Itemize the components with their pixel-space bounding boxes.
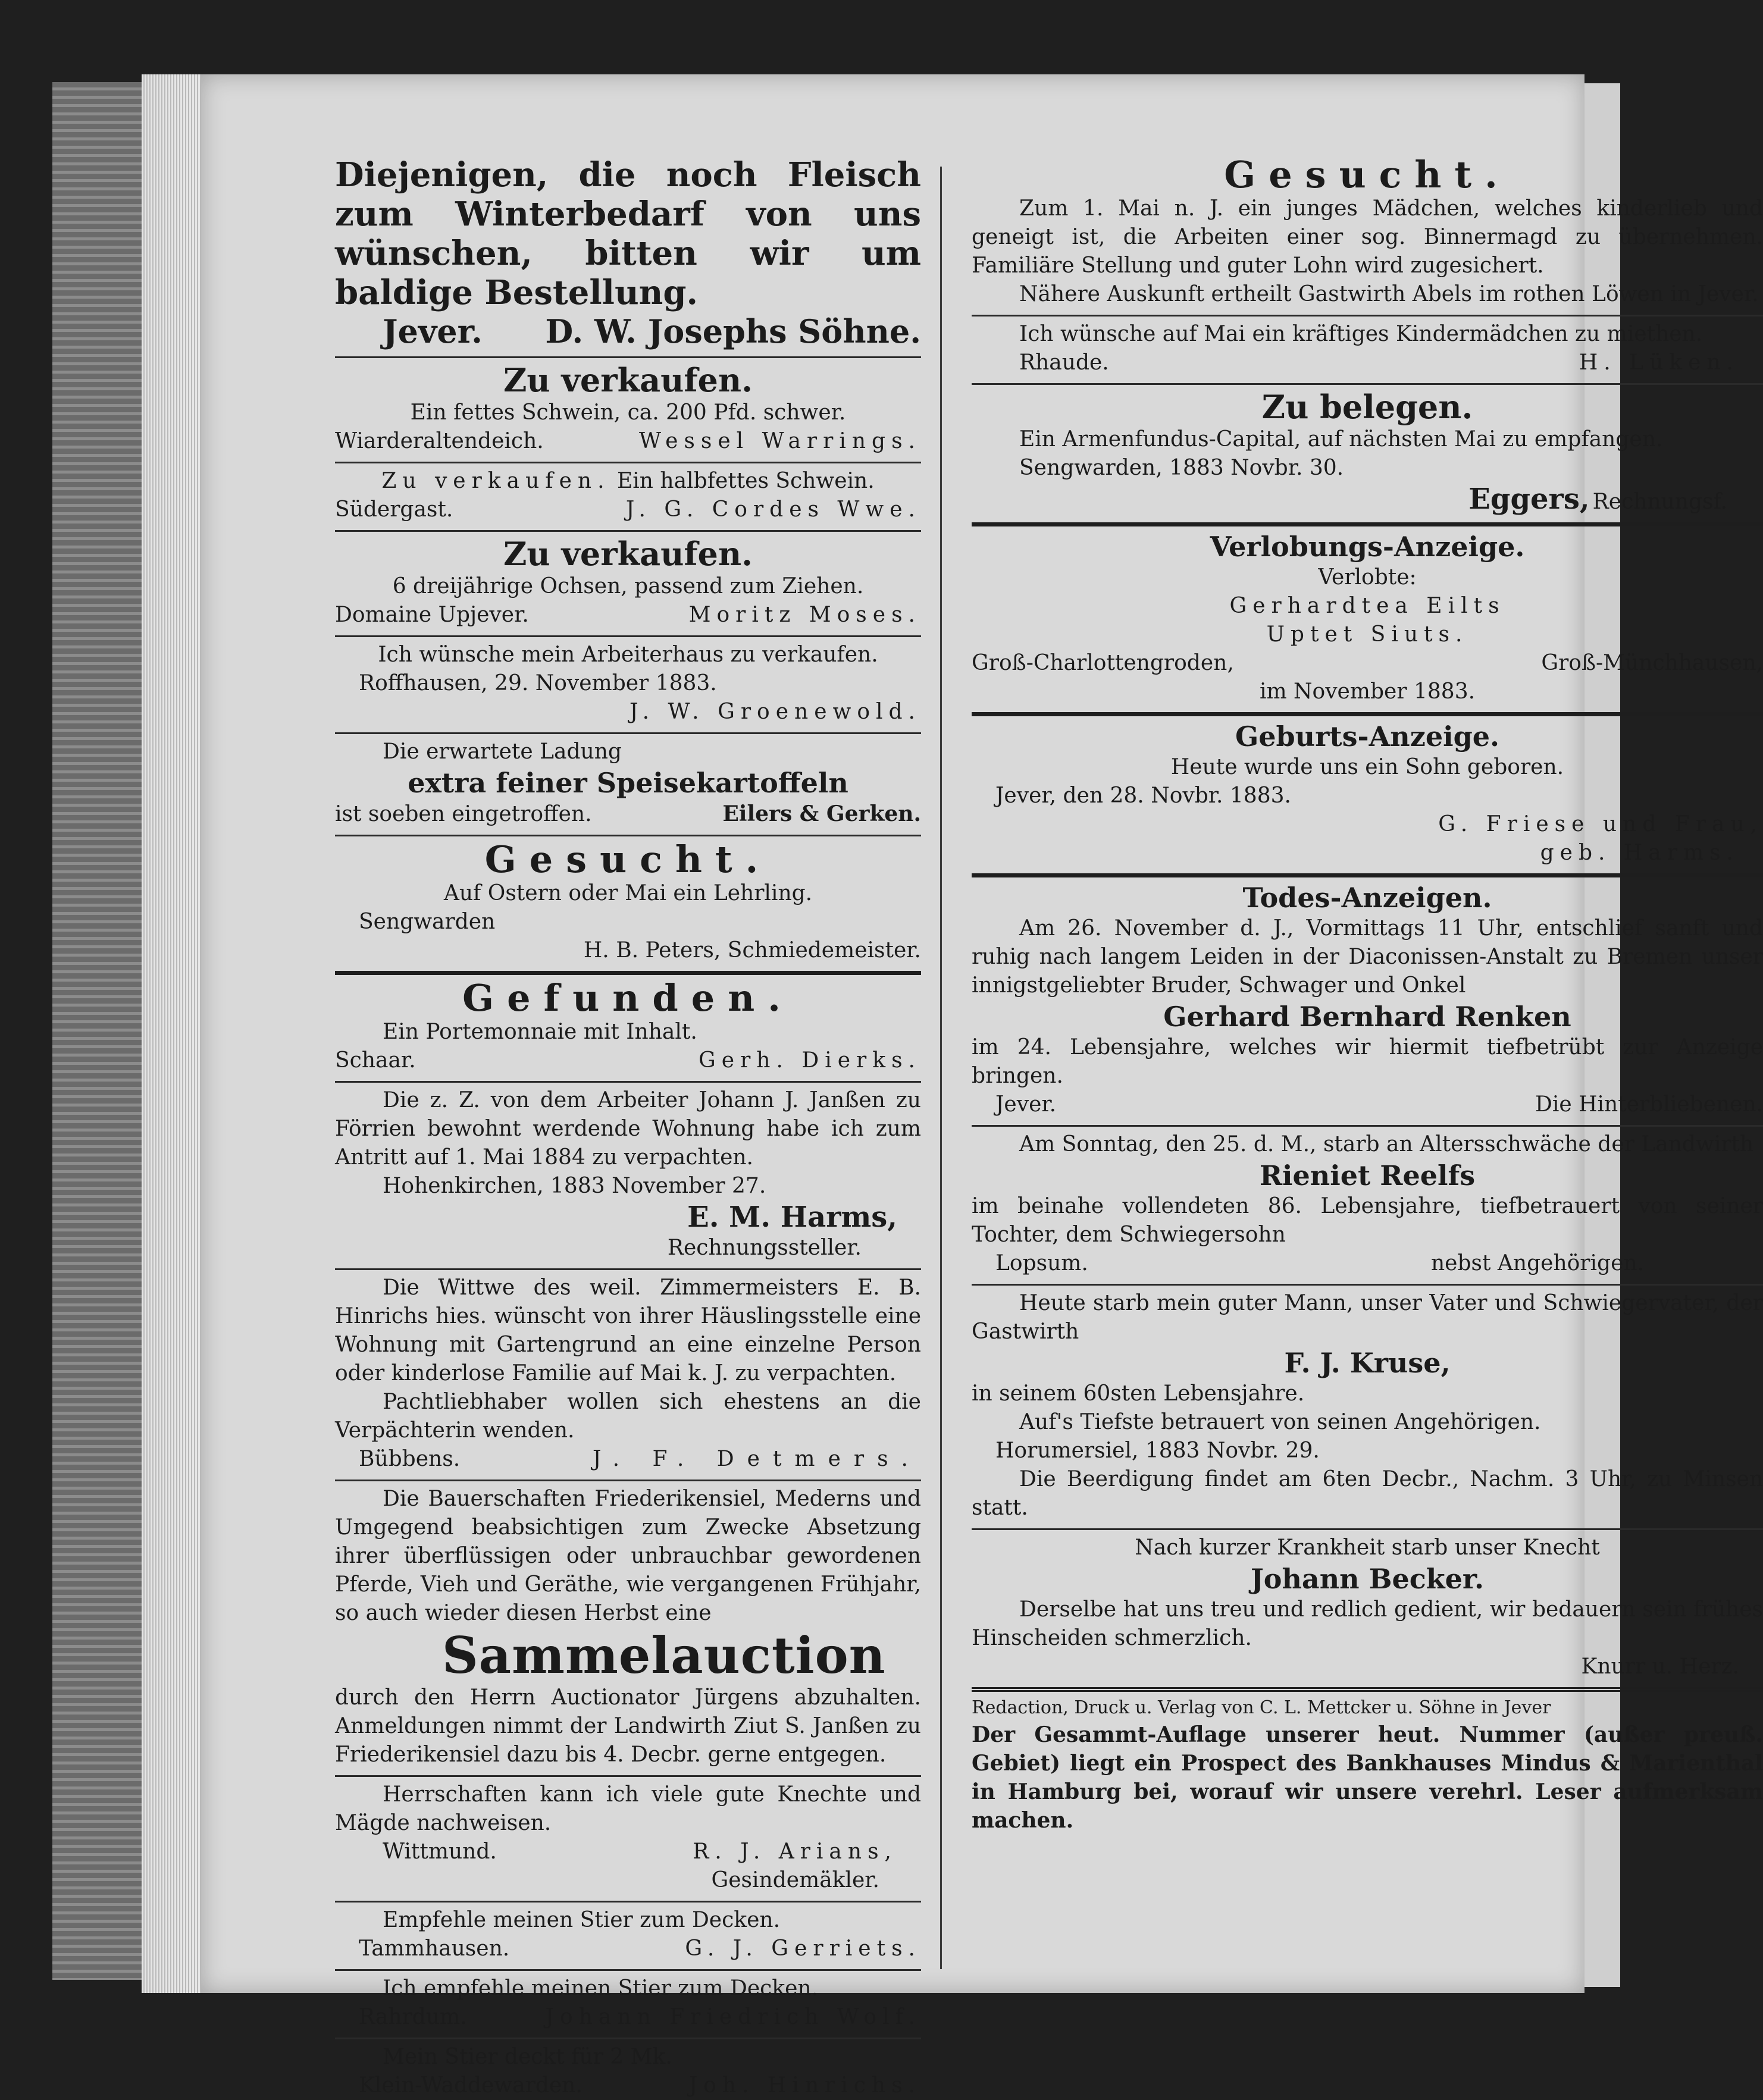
- ad-text: Diejenigen, die noch Fleisch zum Winterbedarf von uns wünschen, bitten wir um baldige Bestellung.: [335, 155, 921, 312]
- ad-text-2: im 24. Lebensjahre, welches wir hiermit tiefbetrübt zur Anzeige bringen.: [972, 1035, 1763, 1088]
- book-binding: [52, 82, 145, 1980]
- ad-text: Die Bauerschaften Friederikensiel, Mederns und Umgegend beabsichtigen zum Zwecke Absetzung ihrer überflüssigen oder unbrauchbar gewordenen Pferde, Vieh und Geräthe, wie vergangenen Frühjahr, so auch wieder diesen Herbst eine: [335, 1487, 921, 1625]
- ad-signature: H. Lüken.: [1579, 350, 1739, 375]
- ad-place: Bübbens.: [359, 1447, 461, 1471]
- ad-text: Mein Stier deckt für 2 Mk.: [383, 2045, 672, 2069]
- ad-signature: R. J. Arians,: [693, 1839, 897, 1864]
- ad-signature: D. W. Josephs Söhne.: [545, 312, 921, 350]
- ad-place: Tammhausen.: [359, 1936, 510, 1961]
- ad-sammelauction: [335, 1481, 921, 1777]
- ad-text: Heute wurde uns ein Sohn geboren.: [1170, 755, 1564, 779]
- ad-date: Sengwarden, 1883 Novbr. 30.: [1019, 456, 1344, 480]
- imprint: Redaction, Druck u. Verlag von C. L. Mettcker u. Söhne in Jever: [972, 1697, 1551, 1718]
- ad-signature: nebst Angehörigen.: [1430, 1251, 1644, 1275]
- ad-text: Am 26. November d. J., Vormittags 11 Uhr, entschlief sanft und ruhig nach langem Leiden in der Diaconissen-Anstalt zu Bremen unser innigstgeliebter Bruder, Schwager und Onkel: [972, 916, 1763, 998]
- ad-name-1: Gerhardtea Eilts: [1229, 594, 1505, 618]
- ad-becker: [972, 1530, 1763, 1692]
- ad-heading: Geburts-Anzeige.: [1235, 720, 1500, 753]
- ad-signature: G. J. Gerriets.: [685, 1936, 921, 1961]
- ad-title: Rechnungssteller.: [667, 1236, 862, 1260]
- ad-heading: Verlobungs-Anzeige.: [1210, 531, 1525, 563]
- ad-schwein-2: [335, 463, 921, 532]
- ad-signature: Eggers,: [1468, 482, 1590, 516]
- ad-signature: E. M. Harms,: [687, 1201, 897, 1234]
- ad-stier-1: [335, 1902, 921, 1971]
- ad-text: Ein Portemonnaie mit Inhalt.: [383, 1020, 697, 1044]
- ad-maedchen: [972, 152, 1763, 316]
- ad-date: Jever, den 28. Novbr. 1883.: [995, 783, 1291, 808]
- ad-text: Ein Armenfundus-Capital, auf nächsten Mai zu empfangen.: [1019, 427, 1663, 452]
- ad-text: Ich wünsche mein Arbeiterhaus zu verkaufen.: [378, 642, 878, 667]
- ad-ochsen: [335, 532, 921, 637]
- ad-kindermaedchen: [972, 316, 1763, 385]
- ad-place: Domaine Upjever.: [335, 603, 529, 627]
- ad-text: Herrschaften kann ich viele gute Knechte und Mägde nachweisen.: [335, 1782, 921, 1835]
- ad-signature: Johann Friedrich Wolf.: [545, 2005, 921, 2029]
- ad-lehrling: [335, 836, 921, 975]
- ad-place: Rhaude.: [1019, 350, 1109, 375]
- ad-place: Wiarderaltendeich.: [335, 429, 544, 453]
- page-edges: [142, 74, 201, 1993]
- ad-place: Sengwarden: [359, 910, 496, 934]
- ad-signature-1: G. Friese und Frau,: [1438, 812, 1763, 836]
- ad-text-2: Derselbe hat uns treu und redlich gedient, wir bedauern sein frühes Hinscheiden schmerzlich.: [972, 1597, 1763, 1650]
- ad-place: Jever.: [383, 312, 483, 350]
- ad-place: Südergast.: [335, 497, 453, 522]
- ad-date: Horumersiel, 1883 Novbr. 29.: [995, 1438, 1320, 1463]
- ad-text-2: Pachtliebhaber wollen sich ehestens an die Verpächterin wenden.: [335, 1390, 921, 1443]
- ad-signature: J. F. Detmers.: [593, 1447, 921, 1471]
- ad-heading: extra feiner Speisekartoffeln: [408, 767, 848, 799]
- ad-text: Zum 1. Mai n. J. ein junges Mädchen, welches kinderlieb und geneigt ist, die Arbeiten einer sog. Binnermagd zu übernehmen. Familiäre Stellung und guter Lohn wird zugesichert.: [972, 196, 1763, 278]
- ad-place: Schaar.: [335, 1048, 416, 1073]
- ad-knechte: [335, 1777, 921, 1902]
- ad-place: Jever.: [995, 1092, 1057, 1117]
- ad-text: Die erwartete Ladung: [383, 739, 622, 764]
- ad-kruse: [972, 1286, 1763, 1530]
- ad-name-2: Uptet Siuts.: [1266, 622, 1468, 647]
- ad-signature: Moritz Moses.: [688, 603, 921, 627]
- ad-fleisch: [335, 152, 921, 358]
- ad-belegen: [972, 385, 1763, 526]
- right-column: [972, 152, 1763, 1835]
- footer: [972, 1692, 1763, 1835]
- ad-place: Klein-Waddewarden.: [359, 2073, 583, 2098]
- ad-text: Nach kurzer Krankheit starb unser Knecht: [1135, 1535, 1600, 1560]
- ad-text-2: Nähere Auskunft ertheilt Gastwirth Abels im rothen Löwen in Jever.: [1019, 282, 1759, 306]
- ad-date: Roffhausen, 29. November 1883.: [359, 671, 717, 695]
- ad-signature: J. G. Cordes Wwe.: [625, 497, 921, 522]
- ad-text: Ein halbfettes Schwein.: [616, 469, 875, 493]
- ad-place: Lopsum.: [995, 1251, 1088, 1275]
- ad-title: Rechnungsf.: [1592, 490, 1727, 514]
- ad-gefunden: [335, 975, 921, 1083]
- ad-place-1: Groß-Charlottengroden,: [972, 651, 1234, 675]
- ad-signature: Eilers & Gerken.: [722, 801, 921, 826]
- newspaper-page: [201, 74, 1763, 2098]
- ad-signature: Wessel Warrings.: [639, 429, 921, 453]
- ad-signature: Die Hinterbliebenen.: [1535, 1092, 1763, 1117]
- ad-place-2: Groß-Münchhausen,: [1541, 651, 1763, 675]
- ad-text: Ich wünsche auf Mai ein kräftiges Kindermädchen zu miethen.: [1019, 322, 1703, 346]
- ad-date: Hohenkirchen, 1883 November 27.: [383, 1174, 766, 1198]
- supplement-note: Der Gesammt-Auflage unserer heut. Nummer (außer preuß. Gebiet) liegt ein Prospect des Bankhauses Mindus & Marienthal in Hamburg bei, worauf wir unsere verehrl. Leser aufmerksam machen.: [972, 1722, 1763, 1833]
- ad-signature-2: geb. Harms.: [1540, 841, 1739, 865]
- ad-name: Gerhard Bernhard Renken: [1163, 1001, 1571, 1033]
- ad-text: Die Wittwe des weil. Zimmermeisters E. B. Hinrichs hies. wünscht von ihrer Häuslingsstelle eine Wohnung mit Gartengrund an eine einzelne Person oder kinderlose Familie auf Mai k. J. zu verpachten.: [335, 1275, 921, 1386]
- ad-text-2: ist soeben eingetroffen.: [335, 802, 592, 826]
- ad-text: Die z. Z. von dem Arbeiter Johann J. Janßen zu Förrien bewohnt werdende Wohnung habe ich zum Antritt auf 1. Mai 1884 zu verpachten.: [335, 1088, 921, 1170]
- ad-heading: Gesucht.: [1224, 153, 1511, 196]
- ad-verlobung: [972, 526, 1763, 716]
- ad-geburt: [972, 716, 1763, 877]
- ad-heading: Zu verkaufen.: [503, 535, 753, 573]
- ad-signature: H. B. Peters, Schmiedemeister.: [583, 938, 921, 963]
- ad-signature: Knurr u. Herz.: [1581, 1654, 1739, 1679]
- ad-todes: [972, 877, 1763, 1127]
- ad-name: F. J. Kruse,: [1284, 1347, 1451, 1379]
- ad-signature: Joh. Hinrichs.: [688, 2073, 921, 2098]
- ad-name: Johann Becker.: [1251, 1563, 1484, 1595]
- ad-stier-2: [335, 1971, 921, 2039]
- ad-heading: Zu verkaufen.: [503, 361, 753, 399]
- ad-signature: Gerh. Dierks.: [699, 1048, 921, 1073]
- ad-place: Wittmund.: [383, 1839, 497, 1864]
- ad-text: Ich empfehle meinen Stier zum Decken.: [383, 1976, 819, 2001]
- ad-title: Gesindemäkler.: [711, 1868, 879, 1892]
- ad-text: Empfehle meinen Stier zum Decken.: [383, 1908, 781, 1932]
- ad-text-2: im beinahe vollendeten 86. Lebensjahre, tiefbetrauert von seiner Tochter, dem Schwiegersohn: [972, 1194, 1763, 1247]
- ad-date: im November 1883.: [1259, 679, 1476, 704]
- ad-wohnung: [335, 1083, 921, 1270]
- ad-text-4: Die Beerdigung findet am 6ten Decbr., Nachm. 3 Uhr, zu Minsen statt.: [972, 1467, 1763, 1520]
- ad-text-2: in seinem 60sten Lebensjahre.: [972, 1381, 1305, 1406]
- ad-schwein-1: [335, 358, 921, 463]
- ad-heading: Sammelauction: [442, 1626, 886, 1685]
- ad-stier-3: [335, 2039, 921, 2100]
- ad-arbeiterhaus: [335, 637, 921, 734]
- ad-text: Heute starb mein guter Mann, unser Vater und Schwiegervater, der Gastwirth: [972, 1291, 1763, 1344]
- ad-label: Verlobte:: [1318, 565, 1417, 590]
- ad-signature: J. W. Groenewold.: [629, 700, 921, 724]
- ad-text: Auf Ostern oder Mai ein Lehrling.: [443, 881, 813, 905]
- ad-name: Rieniet Reelfs: [1259, 1159, 1476, 1192]
- ad-text-2: durch den Herrn Auctionator Jürgens abzuhalten. Anmeldungen nimmt der Landwirth Ziut S. Janßen zu Friederikensiel dazu bis 4. Decbr. gerne entgegen.: [335, 1685, 921, 1767]
- ad-label: Zu verkaufen.: [381, 469, 610, 493]
- ad-text: Am Sonntag, den 25. d. M., starb an Altersschwäche der Landwirth: [1019, 1132, 1754, 1156]
- ad-kartoffeln: [335, 734, 921, 836]
- ad-text-3: Auf's Tiefste betrauert von seinen Angehörigen.: [1019, 1410, 1541, 1434]
- column-divider: [940, 167, 942, 1969]
- ad-text: Ein fettes Schwein, ca. 200 Pfd. schwer.: [410, 400, 846, 425]
- ad-heading: Gefunden.: [462, 976, 794, 1020]
- ad-place: Rahrdum.: [359, 2005, 467, 2029]
- ad-heading: Todes-Anzeigen.: [1242, 882, 1492, 914]
- ad-reelfs: [972, 1127, 1763, 1286]
- ad-witwe: [335, 1270, 921, 1481]
- left-column: [335, 152, 921, 2100]
- ad-heading: Gesucht.: [484, 838, 772, 881]
- ad-heading: Zu belegen.: [1261, 388, 1473, 426]
- ad-text: 6 dreijährige Ochsen, passend zum Ziehen.: [392, 574, 864, 598]
